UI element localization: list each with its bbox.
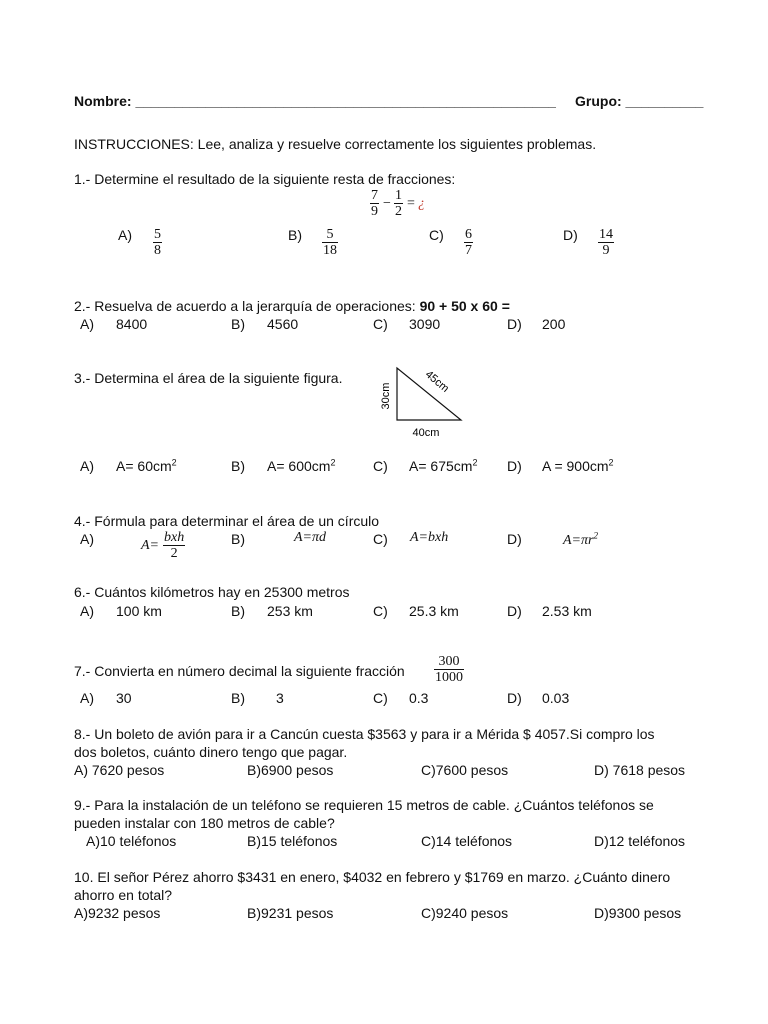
q1-option-c-fraction: $\frac{6}{7}$ (465, 227, 472, 258)
q1-option-c-letter[interactable]: C) (429, 227, 444, 243)
question-2-prompt: 2.- Resuelva de acuerdo a la jerarquía de operaciones: (74, 298, 416, 314)
question-6-prompt: 6.- Cuántos kilómetros hay en 25300 metros (74, 584, 350, 600)
q10-option-a[interactable]: A)9232 pesos (74, 905, 161, 921)
q3-option-d-text: $A = 900cm^2$ (542, 457, 614, 474)
question-9-line-1: 9.- Para la instalación de un teléfono se requieren 15 metros de cable. ¿Cuántos teléfonos se (74, 797, 654, 813)
q3-option-a-letter[interactable]: A) (80, 458, 94, 474)
question-4-prompt: 4.- Fórmula para determinar el área de un círculo (74, 513, 380, 529)
q7-fraction: $\frac{300}{1000}$ (435, 654, 463, 685)
q1-equals: = (407, 196, 415, 211)
q8-option-c[interactable]: C)7600 pesos (421, 762, 509, 778)
q1-option-b-letter[interactable]: B) (288, 227, 302, 243)
q9-option-d[interactable]: D)12 teléfonos (594, 833, 686, 849)
q2-option-a-text: 8400 (116, 316, 148, 332)
q7-option-a-letter[interactable]: A) (80, 690, 94, 706)
q4-option-b-text: A=πd (294, 530, 327, 545)
question-10-line-1: 10. El señor Pérez ahorro $3431 en enero, $4032 en febrero y $1769 en marzo. ¿Cuánto dinero (74, 869, 671, 885)
q2-option-b-text: 4560 (267, 316, 299, 332)
nombre-label: Nombre: (74, 93, 132, 109)
q1-fraction-a: $\frac{7}{9}$ (371, 188, 378, 219)
q6-option-c-letter[interactable]: C) (373, 603, 388, 619)
q6-option-b-text: 253 km (267, 603, 313, 619)
grupo-line[interactable]: __________ (625, 93, 704, 109)
q6-option-c-text: 25.3 km (409, 603, 459, 619)
triangle-hypotenuse-label: 45cm (422, 368, 452, 395)
q4-option-a-fraction: bxh 2 (164, 530, 185, 561)
q1-option-d-fraction: $\frac{14}{9}$ (599, 227, 613, 258)
grupo-label: Grupo: (575, 93, 622, 109)
q4-option-a-letter[interactable]: A) (80, 531, 94, 547)
triangle-figure (372, 362, 472, 442)
q2-option-c-text: 3090 (409, 316, 441, 332)
q6-option-d-text: 2.53 km (542, 603, 592, 619)
question-8-line-2: dos boletos, cuánto dinero tengo que pagar. (74, 744, 348, 760)
q4-option-d-text: $A=\pi r^2$ (563, 530, 598, 548)
question-1-prompt: 1.- Determine el resultado de la siguiente resta de fracciones: (74, 171, 456, 187)
q10-option-b[interactable]: B)9231 pesos (247, 905, 334, 921)
q4-option-c-letter[interactable]: C) (373, 531, 388, 547)
q2-option-c-letter[interactable]: C) (373, 316, 388, 332)
q2-expression: 90 + 50 x 60 = (419, 298, 510, 314)
question-7-prompt: 7.- Convierta en número decimal la siguiente fracción (74, 663, 405, 679)
q4-option-a-lhs: A= (141, 538, 159, 553)
q3-option-a-text: $A= 60cm^2$ (116, 457, 177, 474)
q7-option-a-text: 30 (116, 690, 132, 706)
q3-option-b-letter[interactable]: B) (231, 458, 245, 474)
instructions: INSTRUCCIONES: Lee, analiza y resuelve correctamente los siguientes problemas. (74, 136, 597, 152)
q8-option-a[interactable]: A) 7620 pesos (74, 762, 165, 778)
q7-option-c-text: 0.3 (409, 690, 429, 706)
triangle-base-label: 40cm (412, 427, 440, 439)
q1-unknown-mark: ¿ (418, 196, 425, 211)
q7-option-c-letter[interactable]: C) (373, 690, 388, 706)
q1-option-a-letter[interactable]: A) (118, 227, 132, 243)
q3-option-d-letter[interactable]: D) (507, 458, 522, 474)
q2-option-d-letter[interactable]: D) (507, 316, 522, 332)
question-10-line-2: ahorro en total? (74, 887, 173, 903)
nombre-line[interactable]: ______________________________________________________ (135, 93, 556, 109)
q10-option-d[interactable]: D)9300 pesos (594, 905, 682, 921)
q9-option-b[interactable]: B)15 teléfonos (247, 833, 338, 849)
question-9-line-2: pueden instalar con 180 metros de cable? (74, 815, 335, 831)
q7-option-b-letter[interactable]: B) (231, 690, 245, 706)
q10-option-c[interactable]: C)9240 pesos (421, 905, 509, 921)
q8-option-d[interactable]: D) 7618 pesos (594, 762, 686, 778)
q2-option-d-text: 200 (542, 316, 566, 332)
q4-option-c-text: A=bxh (410, 530, 449, 545)
q1-minus: − (383, 196, 391, 211)
q1-option-a-fraction: $\frac{5}{8}$ (154, 227, 161, 258)
q3-option-c-letter[interactable]: C) (373, 458, 388, 474)
q6-option-a-text: 100 km (116, 603, 162, 619)
q7-option-d-letter[interactable]: D) (507, 690, 522, 706)
q2-option-a-letter[interactable]: A) (80, 316, 94, 332)
q4-option-b-letter[interactable]: B) (231, 531, 245, 547)
q2-option-b-letter[interactable]: B) (231, 316, 245, 332)
triangle-height-label: 30cm (380, 382, 392, 410)
q9-option-a[interactable]: A)10 teléfonos (86, 833, 177, 849)
q1-option-d-letter[interactable]: D) (563, 227, 578, 243)
q8-option-b[interactable]: B)6900 pesos (247, 762, 334, 778)
q7-option-d-text: 0.03 (542, 690, 570, 706)
question-3-prompt: 3.- Determina el área de la siguiente figura. (74, 370, 343, 386)
q3-option-c-text: $A= 675cm^2$ (409, 457, 478, 474)
q3-option-b-text: $A= 600cm^2$ (267, 457, 336, 474)
q1-option-b-fraction: $\frac{5}{18}$ (323, 227, 337, 258)
q4-option-d-letter[interactable]: D) (507, 531, 522, 547)
q9-option-c[interactable]: C)14 teléfonos (421, 833, 513, 849)
q7-option-b-text: 3 (276, 690, 284, 706)
q1-fraction-b: $\frac{1}{2}$ (395, 188, 402, 219)
question-8-line-1: 8.- Un boleto de avión para ir a Cancún cuesta $3563 y para ir a Mérida $ 4057.Si compro los (74, 726, 655, 742)
q6-option-d-letter[interactable]: D) (507, 603, 522, 619)
q6-option-a-letter[interactable]: A) (80, 603, 94, 619)
q6-option-b-letter[interactable]: B) (231, 603, 245, 619)
